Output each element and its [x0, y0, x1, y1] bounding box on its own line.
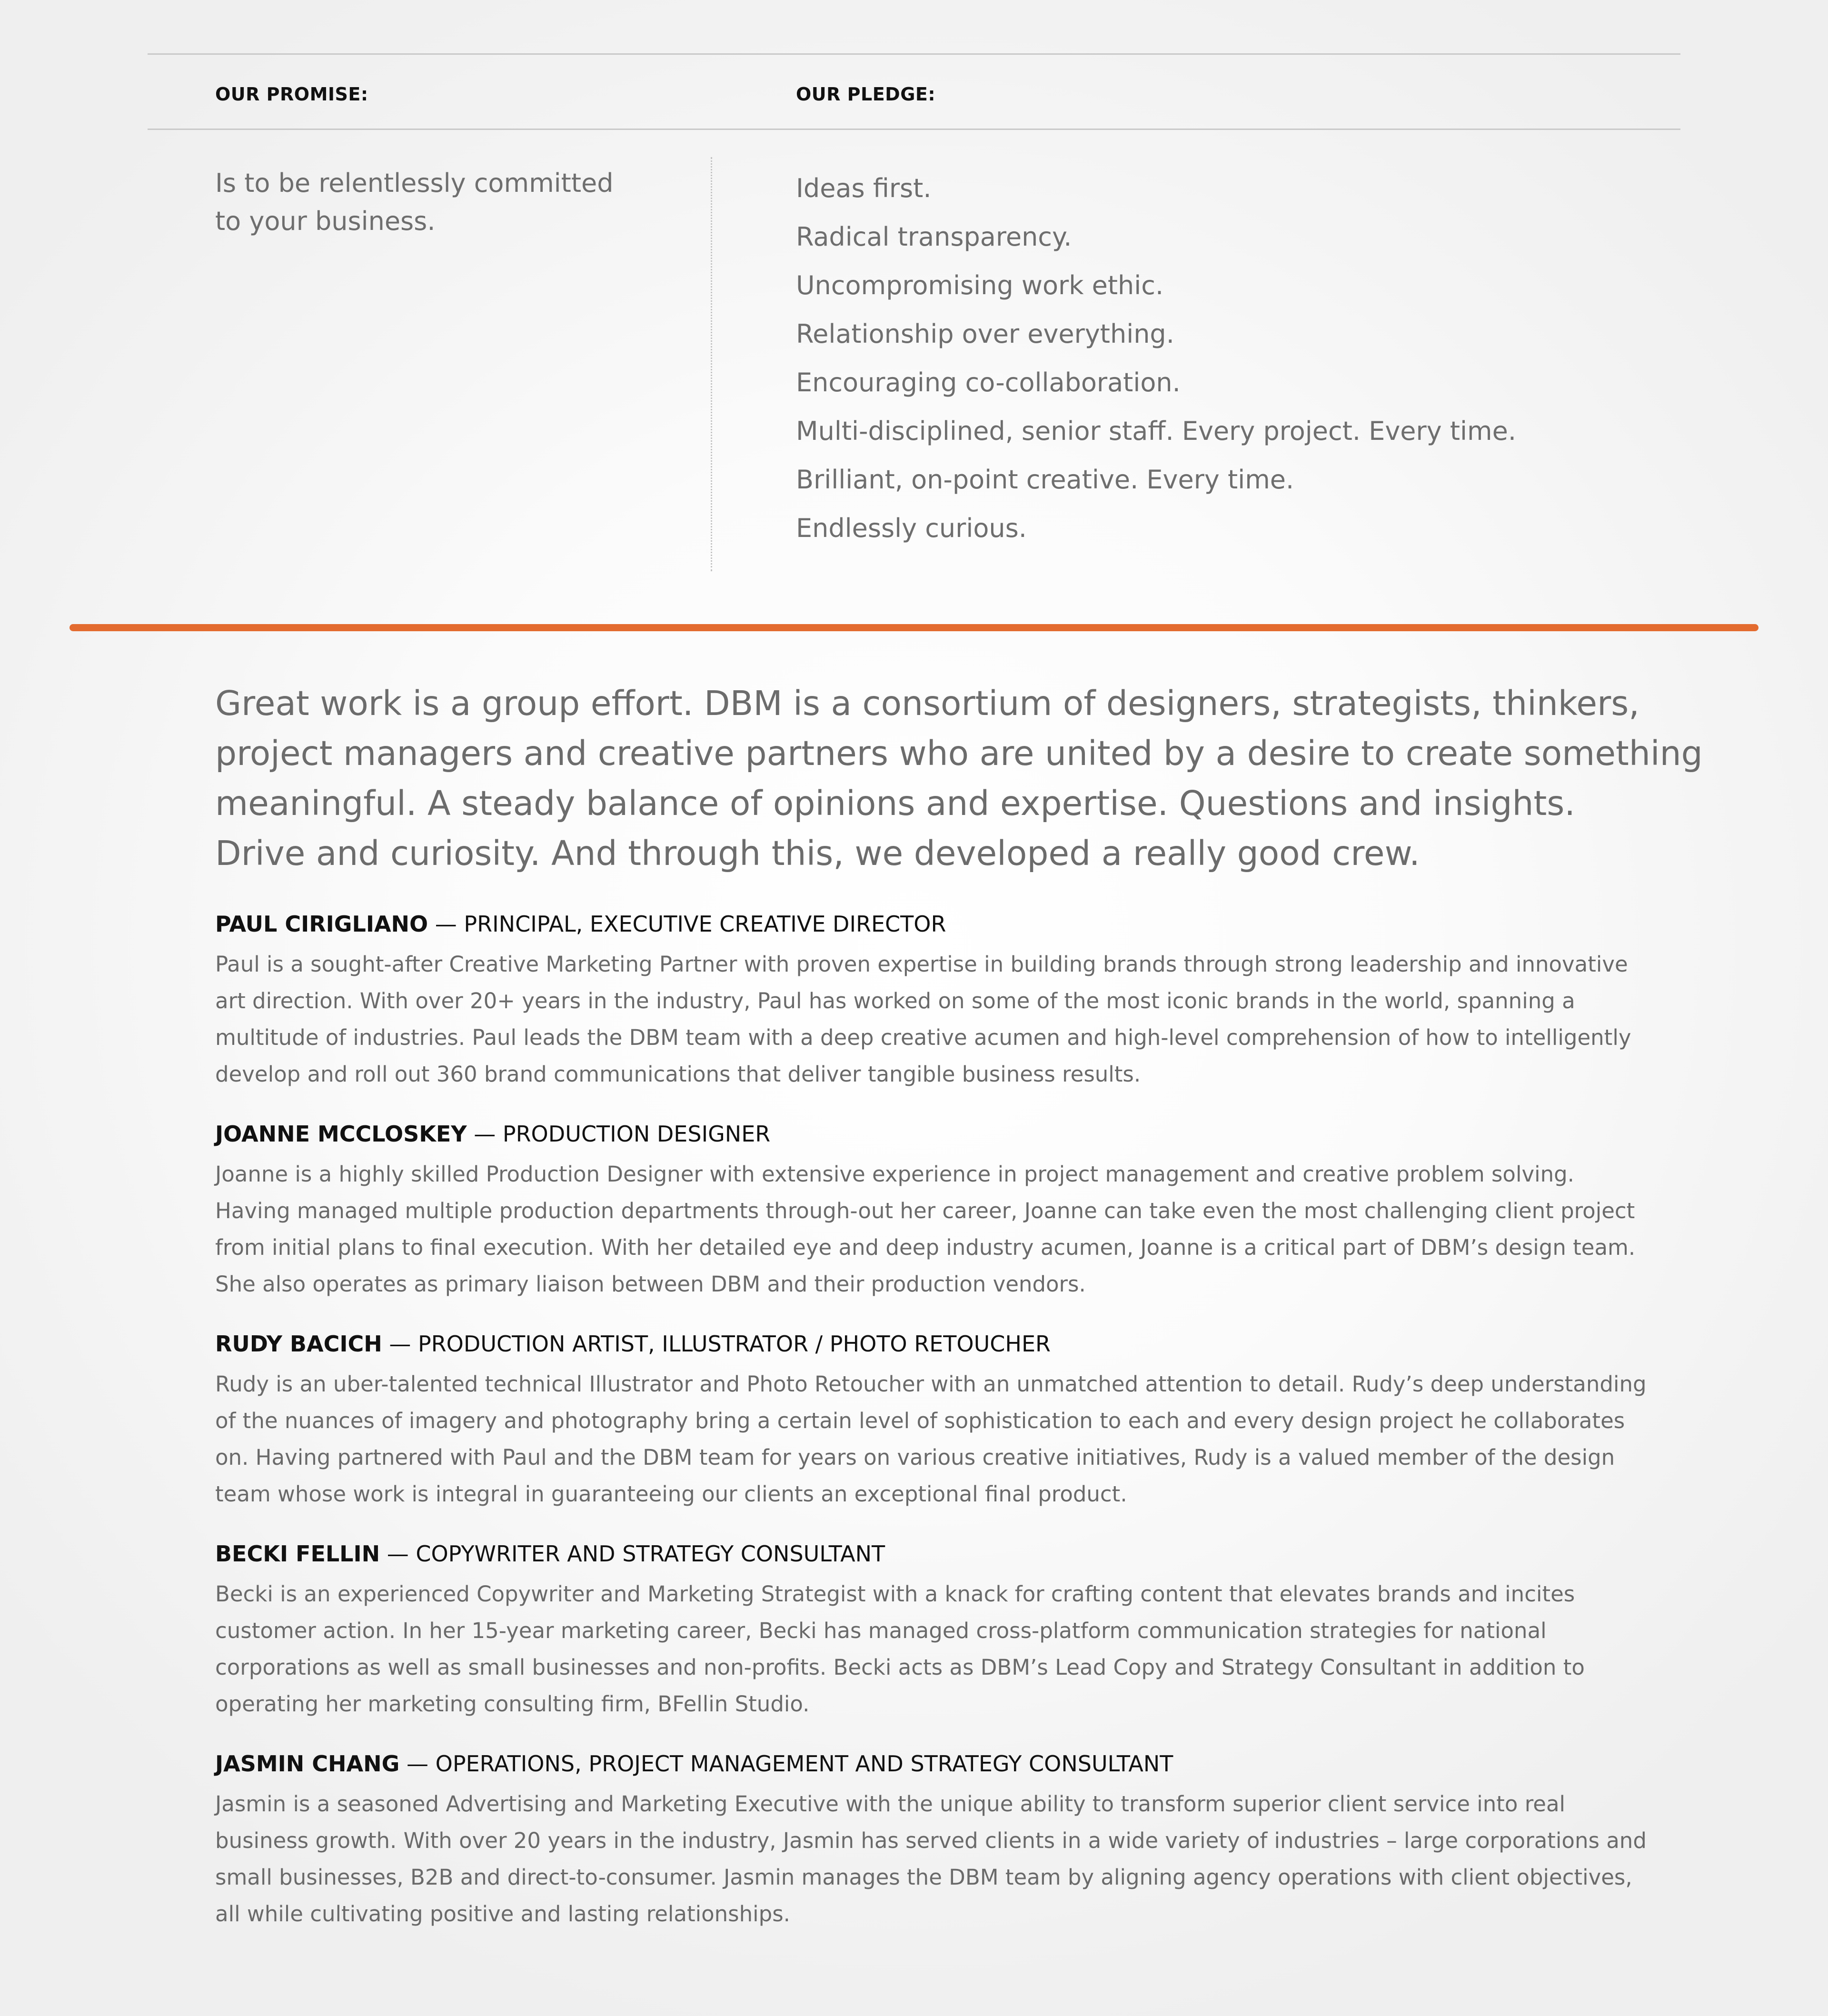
- header-divider: [148, 129, 1680, 130]
- member-separator: —: [382, 1331, 418, 1357]
- member-separator: —: [428, 911, 464, 937]
- bio-line: corporations as well as small businesses and non-profits. Becki acts as DBM’s Lead Copy and Strategy Consultant in addition to: [215, 1655, 1585, 1680]
- member-role: OPERATIONS, PROJECT MANAGEMENT AND STRATEGY CONSULTANT: [435, 1751, 1173, 1777]
- bio-line: Having managed multiple production departments through-out her career, Joanne can take even the most challenging client project: [215, 1198, 1635, 1223]
- member-name: JOANNE MCCLOSKEY: [215, 1121, 467, 1147]
- team-member-paul: [215, 910, 1696, 1092]
- intro-line: Great work is a group effort. DBM is a consortium of designers, strategists, thinkers,: [215, 684, 1639, 723]
- bio-line: Rudy is an uber-talented technical Illustrator and Photo Retoucher with an unmatched attention to detail. Rudy’s deep understanding: [215, 1371, 1647, 1397]
- member-separator: —: [380, 1541, 416, 1567]
- member-name: PAUL CIRIGLIANO: [215, 911, 428, 937]
- bio-line: operating her marketing consulting firm, BFellin Studio.: [215, 1691, 810, 1717]
- intro-line: project managers and creative partners who are united by a desire to create something: [215, 734, 1703, 773]
- bio-line: all while cultivating positive and lasting relationships.: [215, 1901, 790, 1927]
- bio-line: from initial plans to final execution. With her detailed eye and deep industry acumen, Joanne is a critical part of DBM’s design team.: [215, 1235, 1636, 1260]
- bio-line: customer action. In her 15-year marketing career, Becki has managed cross-platform communication strategies for national: [215, 1618, 1547, 1643]
- bio-line: on. Having partnered with Paul and the DBM team for years on various creative initiatives, Rudy is a valued member of the design: [215, 1445, 1615, 1470]
- member-separator: —: [399, 1751, 436, 1777]
- member-role: PRODUCTION DESIGNER: [502, 1121, 771, 1147]
- member-bio: [215, 1576, 1696, 1722]
- bio-line: develop and roll out 360 brand communications that deliver tangible business results.: [215, 1062, 1141, 1087]
- member-role: PRODUCTION ARTIST, ILLUSTRATOR / PHOTO RETOUCHER: [417, 1331, 1051, 1357]
- column-divider: [711, 157, 712, 571]
- bio-line: multitude of industries. Paul leads the DBM team with a deep creative acumen and high-level comprehension of how to intelligently: [215, 1025, 1631, 1050]
- member-name: BECKI FELLIN: [215, 1541, 380, 1567]
- bio-line: art direction. With over 20+ years in the industry, Paul has worked on some of the most iconic brands in the world, spanning a: [215, 988, 1575, 1013]
- team-member-joanne: [215, 1120, 1696, 1302]
- accent-divider: [70, 624, 1758, 631]
- pledge-heading: OUR PLEDGE:: [796, 84, 936, 105]
- bio-line: Joanne is a highly skilled Production Designer with extensive experience in project management and creative problem solving.: [215, 1162, 1574, 1187]
- intro-line: meaningful. A steady balance of opinions and expertise. Questions and insights.: [215, 784, 1575, 823]
- promise-line: Is to be relentlessly committed: [215, 168, 614, 198]
- intro-line: Drive and curiosity. And through this, we developed a really good crew.: [215, 834, 1420, 873]
- bio-line: She also operates as primary liaison between DBM and their production vendors.: [215, 1271, 1086, 1297]
- pledge-item: Multi-disciplined, senior staff. Every project. Every time.: [796, 416, 1517, 446]
- member-title: [215, 1539, 1696, 1568]
- top-divider: [148, 53, 1680, 55]
- member-name: JASMIN CHANG: [215, 1751, 400, 1777]
- member-bio: [215, 1786, 1696, 1932]
- bio-line: small businesses, B2B and direct-to-consumer. Jasmin manages the DBM team by aligning agency operations with client objectives,: [215, 1865, 1632, 1890]
- bio-line: Jasmin is a seasoned Advertising and Marketing Executive with the unique ability to transform superior client service into real: [215, 1791, 1566, 1817]
- team-intro: [215, 678, 1703, 878]
- member-title: [215, 1330, 1696, 1358]
- pledge-item: Ideas first.: [796, 173, 932, 203]
- bio-line: of the nuances of imagery and photography bring a certain level of sophistication to each and every design project he collaborates: [215, 1408, 1625, 1433]
- team-member-jasmin: [215, 1749, 1696, 1932]
- member-role: PRINCIPAL, EXECUTIVE CREATIVE DIRECTOR: [464, 911, 946, 937]
- bio-line: business growth. With over 20 years in the industry, Jasmin has served clients in a wide variety of industries – large corporations and: [215, 1828, 1647, 1853]
- bio-line: Becki is an experienced Copywriter and Marketing Strategist with a knack for crafting content that elevates brands and incites: [215, 1581, 1575, 1607]
- pledge-item: Uncompromising work ethic.: [796, 270, 1164, 300]
- member-separator: —: [467, 1121, 503, 1147]
- member-role: COPYWRITER AND STRATEGY CONSULTANT: [416, 1541, 885, 1567]
- pledge-item: Encouraging co-collaboration.: [796, 367, 1181, 397]
- member-bio: [215, 1156, 1696, 1302]
- promise-text: [215, 164, 691, 240]
- promise-line: to your business.: [215, 206, 436, 236]
- pledge-item: Radical transparency.: [796, 222, 1072, 252]
- team-member-becki: [215, 1539, 1696, 1722]
- pledge-item: Relationship over everything.: [796, 319, 1174, 349]
- member-bio: [215, 946, 1696, 1092]
- bio-line: Paul is a sought-after Creative Marketing Partner with proven expertise in building brands through strong leadership and innovative: [215, 952, 1628, 977]
- pledge-list: [796, 164, 1516, 553]
- member-name: RUDY BACICH: [215, 1331, 382, 1357]
- member-title: [215, 910, 1696, 938]
- promise-heading: OUR PROMISE:: [215, 84, 368, 105]
- member-title: [215, 1749, 1696, 1778]
- pledge-item: Endlessly curious.: [796, 513, 1027, 543]
- member-title: [215, 1120, 1696, 1148]
- member-bio: [215, 1366, 1696, 1512]
- bio-line: team whose work is integral in guaranteeing our clients an exceptional final product.: [215, 1481, 1127, 1507]
- pledge-item: Brilliant, on-point creative. Every time.: [796, 465, 1294, 495]
- team-member-rudy: [215, 1330, 1696, 1512]
